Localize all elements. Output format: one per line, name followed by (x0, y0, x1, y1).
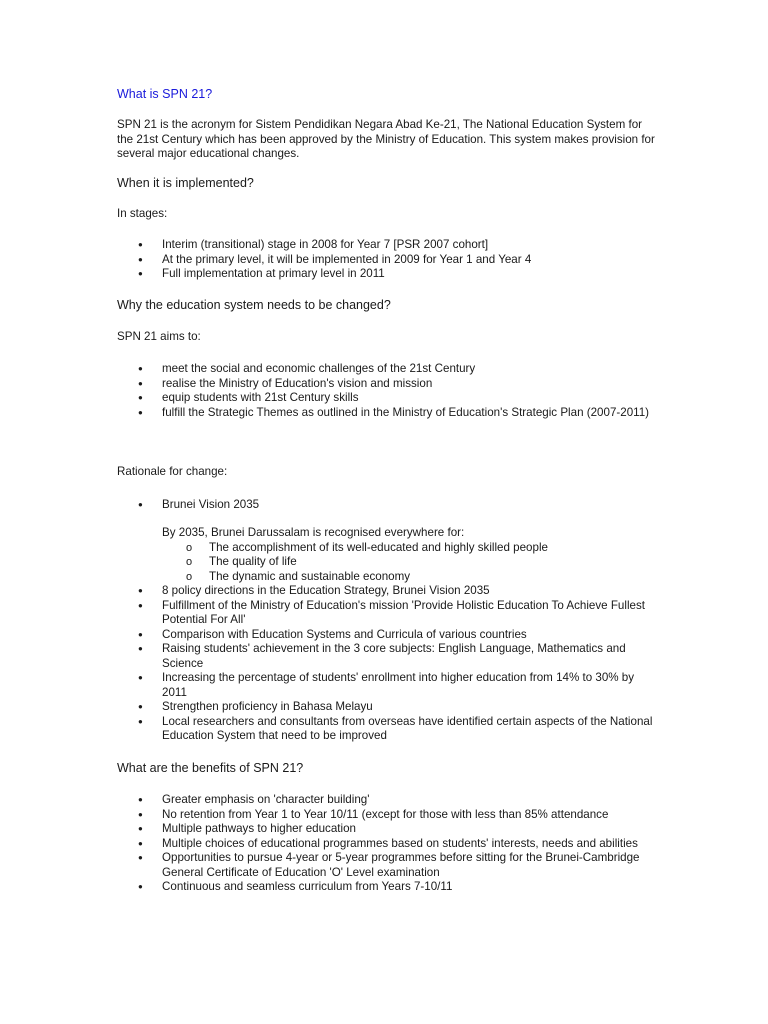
implemented-lead: In stages: (117, 207, 168, 220)
list-item: ● Full implementation at primary level in 2011 (117, 267, 657, 282)
benefits-heading: What are the benefits of SPN 21? (117, 761, 304, 775)
list-item: ● Raising students' achievement in the 3 core subjects: English Language, Mathematics and Science (117, 642, 657, 671)
vision-sublist (117, 541, 657, 585)
list-item: ● Strengthen proficiency in Bahasa Melayu (117, 700, 657, 715)
implemented-heading: When it is implemented? (117, 176, 254, 190)
rationale-list (117, 498, 657, 513)
list-item: ● No retention from Year 1 to Year 10/11 (except for those with less than 85% attendance (117, 808, 657, 823)
sub-list-item: o The dynamic and sustainable economy (117, 570, 657, 585)
list-item: ● realise the Ministry of Education's vision and mission (117, 377, 657, 392)
sub-list-item: o The accomplishment of its well-educated and highly skilled people (117, 541, 657, 556)
list-item: ● At the primary level, it will be implemented in 2009 for Year 1 and Year 4 (117, 253, 657, 268)
page-title: What is SPN 21? (117, 87, 213, 101)
intro-paragraph: SPN 21 is the acronym for Sistem Pendidikan Negara Abad Ke-21, The National Education System for the 21st Century which has been approved by the Ministry of Education. This system makes provision for several major educational changes. (117, 118, 655, 160)
list-item: ● equip students with 21st Century skills (117, 391, 657, 406)
list-item: ● Multiple pathways to higher education (117, 822, 657, 837)
list-item: ● Interim (transitional) stage in 2008 for Year 7 [PSR 2007 cohort] (117, 238, 657, 253)
list-item: ● Continuous and seamless curriculum from Years 7-10/11 (117, 880, 657, 895)
list-item: ● Opportunities to pursue 4-year or 5-year programmes before sitting for the Brunei-Cambridge General Certificate of Education 'O' Level examination (117, 851, 657, 880)
list-item: ● 8 policy directions in the Education Strategy, Brunei Vision 2035 (117, 584, 657, 599)
why-lead: SPN 21 aims to: (117, 330, 201, 343)
why-list (117, 362, 657, 420)
list-item: ● Greater emphasis on 'character building' (117, 793, 657, 808)
list-item: ● Local researchers and consultants from overseas have identified certain aspects of the National Education System that need to be improved (117, 715, 657, 744)
why-heading: Why the education system needs to be changed? (117, 298, 391, 312)
list-item: ● Comparison with Education Systems and Curricula of various countries (117, 628, 657, 643)
list-item: ● Multiple choices of educational programmes based on students' interests, needs and abilities (117, 837, 657, 852)
list-item: ● meet the social and economic challenges of the 21st Century (117, 362, 657, 377)
list-item: ● fulfill the Strategic Themes as outlined in the Ministry of Education's Strategic Plan (2007-2011) (117, 406, 657, 421)
list-item: ● Fulfillment of the Ministry of Education's mission 'Provide Holistic Education To Achieve Fullest Potential For All' (117, 599, 657, 628)
rationale-list-continued (117, 584, 657, 744)
vision-text: By 2035, Brunei Darussalam is recognised everywhere for: (162, 526, 465, 539)
vision-label: Brunei Vision 2035 (162, 498, 260, 511)
implemented-list (117, 238, 657, 282)
rationale-heading: Rationale for change: (117, 465, 228, 478)
list-item: ● Increasing the percentage of students' enrollment into higher education from 14% to 30% by 2011 (117, 671, 657, 700)
benefits-list (117, 793, 657, 895)
list-item-vision (117, 498, 657, 513)
vision-block (117, 526, 657, 584)
sub-list-item: o The quality of life (117, 555, 657, 570)
